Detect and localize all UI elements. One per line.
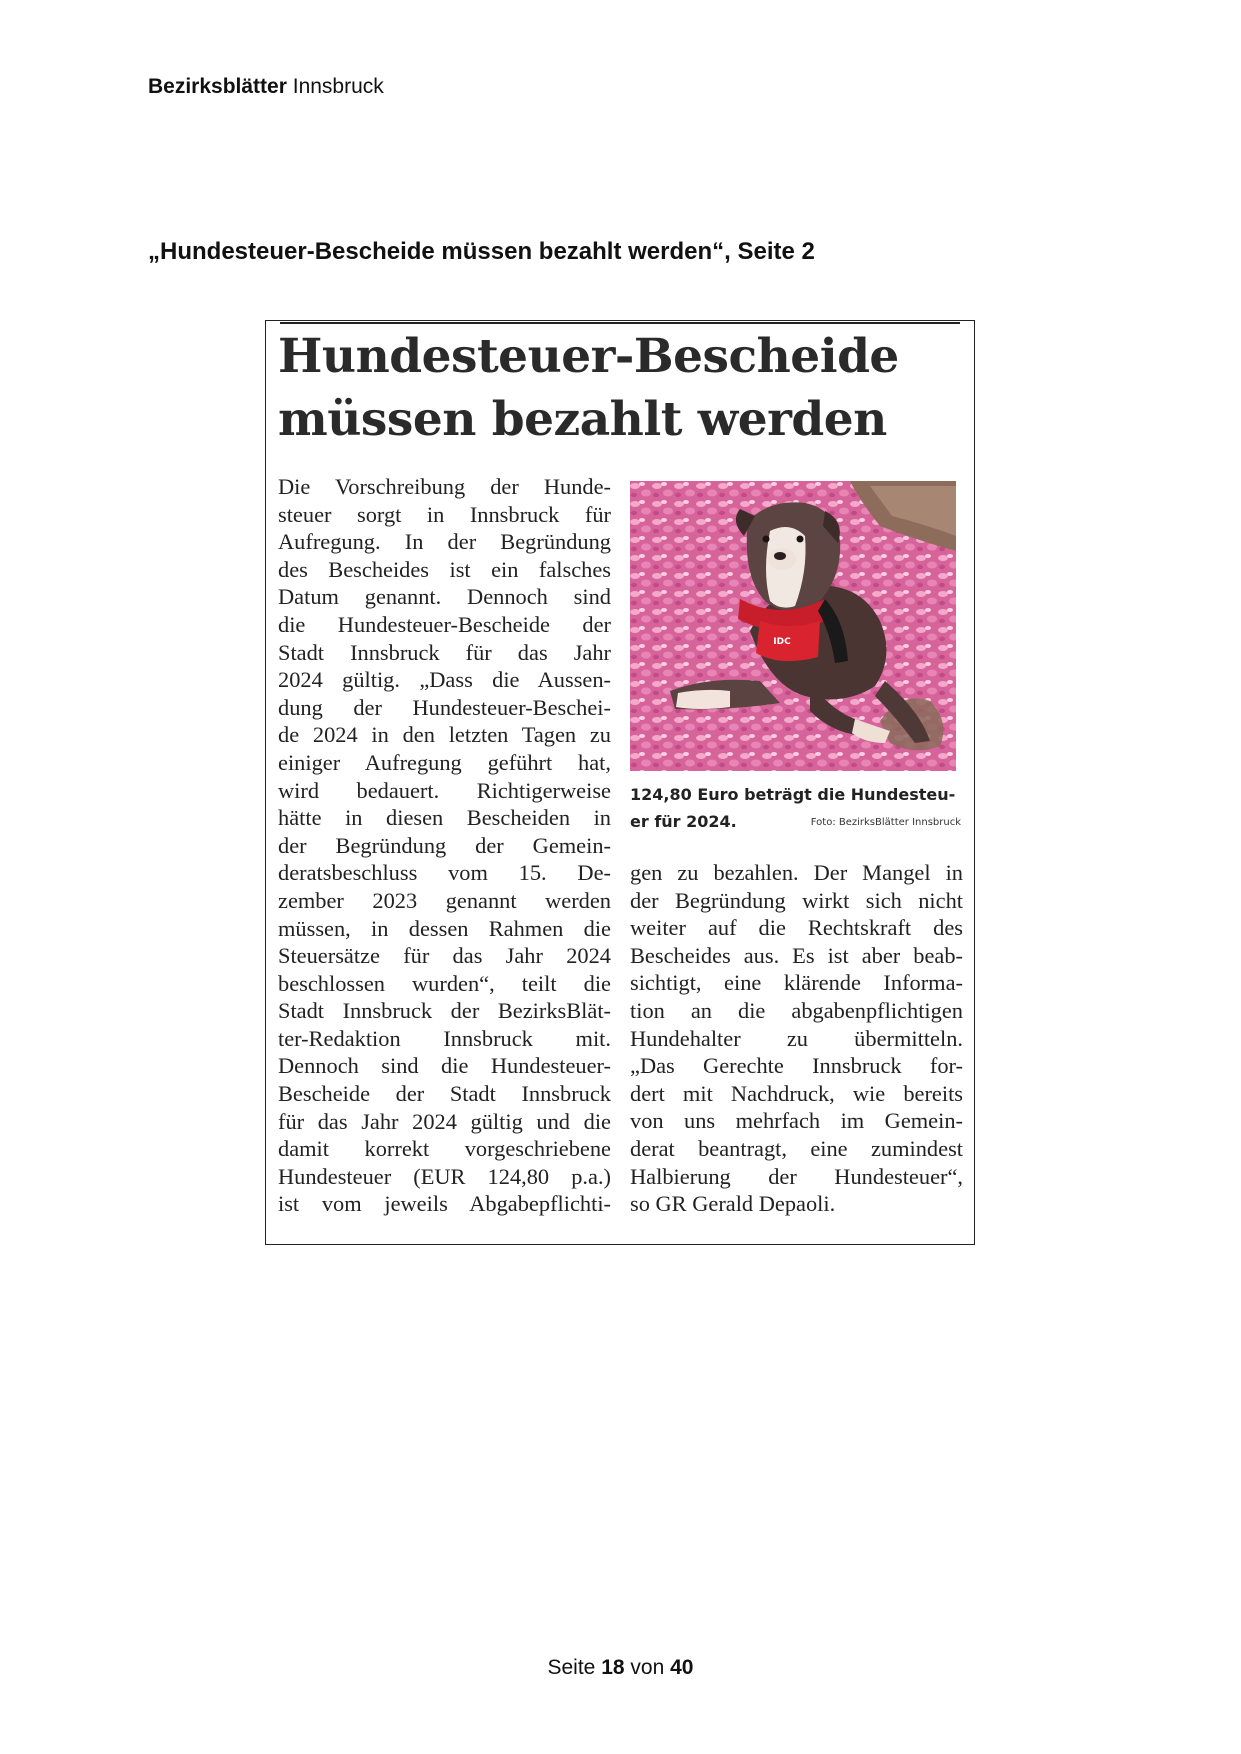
caption-line: 124,80 Euro beträgt die Hundesteu- [630, 785, 956, 804]
article-text-line: so GR Gerald Depaoli. [630, 1191, 836, 1217]
article-text-line: ter-Redaktion Innsbruck mit. [278, 1025, 611, 1051]
article-text-line: steuer sorgt in Innsbruck für [278, 501, 611, 527]
article-text-line: Halbierung der Hundesteuer“, [630, 1163, 963, 1189]
article-text-line: dung der Hundesteuer-Beschei- [278, 694, 611, 720]
clipping-top-rule [280, 322, 960, 324]
caption-line: er für 2024. [630, 812, 737, 831]
footer-middle: von [630, 1656, 665, 1679]
harness-logo-text: IDC [773, 637, 791, 647]
article-text-line: de 2024 in den letzten Tagen zu [278, 722, 611, 748]
article-text-line: Bescheides aus. Es ist aber beab- [630, 942, 963, 968]
article-column-right [630, 859, 963, 1218]
article-text-line: Stadt Innsbruck der BezirksBlät- [278, 998, 611, 1024]
publication-header [148, 74, 384, 100]
document-title: „Hundesteuer-Bescheide müssen bezahlt werden“, Seite 2 [148, 238, 815, 265]
headline-line: müssen bezahlt werden [278, 392, 887, 447]
article-text-line: einiger Aufregung geführt hat, [278, 749, 611, 775]
article-text-line: derat beantragt, eine zumindest [630, 1135, 963, 1161]
article-text-line: Stadt Innsbruck für das Jahr [278, 639, 611, 665]
article-text-line: gen zu bezahlen. Der Mangel in [630, 860, 963, 885]
headline-line: Hundesteuer-Bescheide [278, 329, 899, 384]
article-text-line: Hundehalter zu übermitteln. [630, 1025, 963, 1051]
article-text-line: der Begründung wirkt sich nicht [630, 887, 963, 913]
article-text-line: weiter auf die Rechtskraft des [630, 915, 963, 941]
article-text-line: dert mit Nachdruck, wie bereits [630, 1080, 963, 1106]
article-text-line: sichtigt, eine klärende Informa- [630, 970, 963, 996]
article-text-line: damit korrekt vorgeschriebene [278, 1136, 611, 1162]
current-page-number: 18 [601, 1656, 625, 1679]
article-text-line: deratsbeschluss vom 15. De- [278, 860, 611, 886]
article-text-line: für das Jahr 2024 gültig und die [278, 1108, 611, 1134]
article-column-left [278, 473, 611, 1218]
article-text-line: beschlossen wurden“, teilt die [278, 970, 611, 996]
article-text-line: Dennoch sind die Hundesteuer- [278, 1053, 611, 1079]
article-text-line: der Begründung der Gemein- [278, 832, 611, 858]
article-text-line: Datum genannt. Dennoch sind [278, 584, 611, 610]
article-text-line: Hundesteuer (EUR 124,80 p.a.) [278, 1163, 611, 1189]
article-text-line: 2024 gültig. „Dass die Aussen- [278, 667, 611, 693]
article-text-line: Bescheide der Stadt Innsbruck [278, 1081, 611, 1107]
page-number-footer [0, 1656, 1241, 1680]
article-headline [278, 325, 968, 451]
total-page-count: 40 [670, 1656, 694, 1679]
newspaper-clipping [265, 320, 975, 1245]
article-text-line: des Bescheides ist ein falsches [278, 556, 611, 582]
article-text-line: hätte in diesen Bescheiden in [278, 805, 611, 831]
article-text-line: Steuersätze für das Jahr 2024 [278, 943, 611, 969]
article-text-line: müssen, in dessen Rahmen die [278, 915, 611, 941]
footer-prefix: Seite [547, 1656, 596, 1679]
article-text-line: wird bedauert. Richtigerweise [278, 777, 611, 803]
publication-region: Innsbruck [292, 75, 384, 98]
dog-photo [630, 481, 956, 771]
article-text-line: „Das Gerechte Innsbruck for- [630, 1053, 963, 1079]
article-text-line: von uns mehrfach im Gemein- [630, 1108, 963, 1134]
article-text-line: tion an die abgabenpflichtigen [630, 997, 963, 1023]
publication-name: Bezirksblätter [148, 75, 287, 98]
article-text-line: ist vom jeweils Abgabepflichti- [278, 1191, 611, 1217]
photo-credit: Foto: BezirksBlätter Innsbruck [810, 817, 961, 828]
article-text-line: die Hundesteuer-Bescheide der [278, 611, 611, 637]
article-text-line: Die Vorschreibung der Hunde- [278, 474, 611, 499]
article-text-line: Aufregung. In der Begründung [278, 529, 611, 555]
article-text-line: zember 2023 genannt werden [278, 887, 611, 913]
